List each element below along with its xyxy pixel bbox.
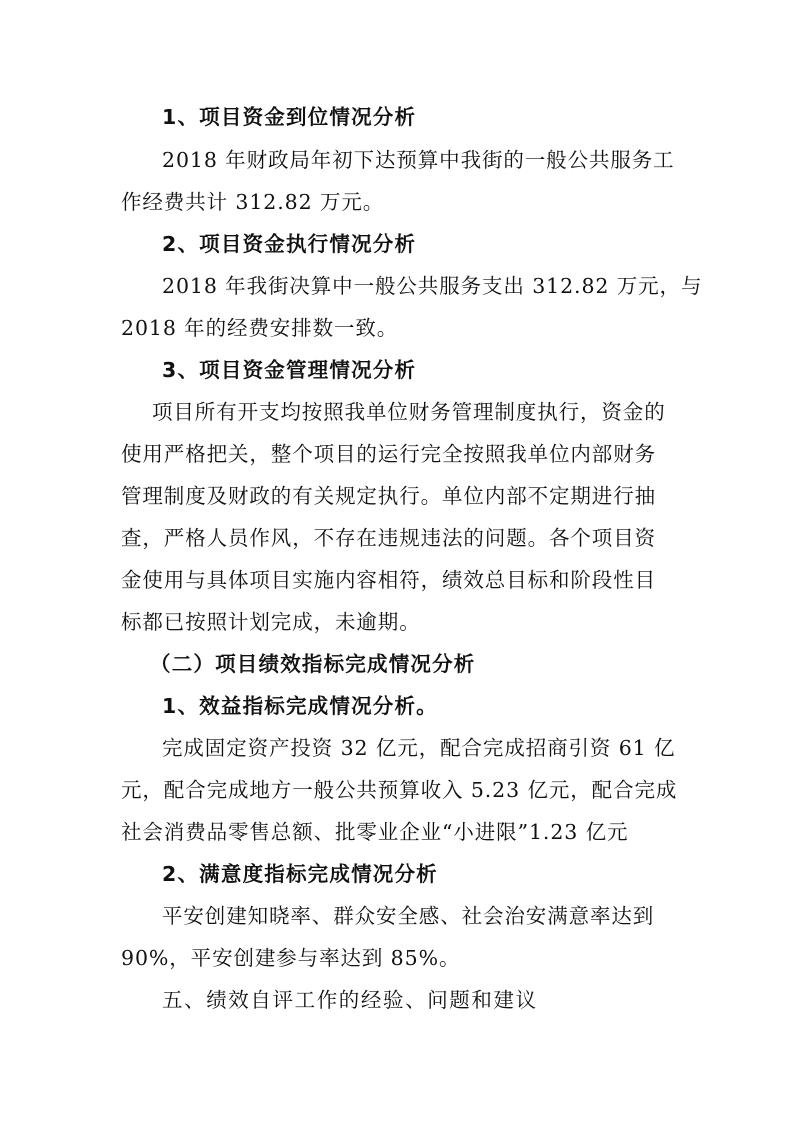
heading-fund-management: 3、项目资金管理情况分析 [162, 358, 417, 382]
heading-performance-indicators: （二）项目绩效指标完成情况分析 [150, 652, 476, 676]
heading-benefit-indicators: 1、效益指标完成情况分析。 [162, 694, 438, 718]
paragraph-line: 2018 年的经费安排数一致。 [121, 316, 399, 340]
heading-satisfaction-indicators: 2、满意度指标完成情况分析 [162, 862, 438, 886]
paragraph-line: 使用严格把关，整个项目的运行完全按照我单位内部财务 [121, 442, 656, 466]
paragraph-line: 元，配合完成地方一般公共预算收入 5.23 亿元，配合完成 [121, 778, 678, 802]
heading-fund-execution: 2、项目资金执行情况分析 [162, 232, 417, 256]
paragraph-line: 90%，平安创建参与率达到 85%。 [121, 946, 461, 970]
paragraph-line: 完成固定资产投资 32 亿元，配合完成招商引资 61 亿 [162, 736, 676, 760]
paragraph-line: 2018 年财政局年初下达预算中我街的一般公共服务工 [162, 148, 675, 172]
heading-self-evaluation: 五、绩效自评工作的经验、问题和建议 [162, 988, 538, 1012]
paragraph-line: 2018 年我街决算中一般公共服务支出 312.82 万元，与 [162, 274, 703, 298]
paragraph-line: 平安创建知晓率、群众安全感、社会治安满意率达到 [162, 904, 655, 928]
paragraph-line: 金使用与具体项目实施内容相符，绩效总目标和阶段性目 [121, 568, 656, 592]
paragraph-line: 作经费共计 312.82 万元。 [121, 190, 385, 214]
paragraph-line: 社会消费品零售总额、批零业企业“小进限”1.23 亿元 [121, 820, 629, 844]
paragraph-line: 项目所有开支均按照我单位财务管理制度执行，资金的 [152, 400, 666, 424]
heading-fund-arrival: 1、项目资金到位情况分析 [162, 105, 417, 129]
paragraph-line: 标都已按照计划完成，未逾期。 [121, 610, 421, 634]
paragraph-line: 查，严格人员作风，不存在违规违法的问题。各个项目资 [121, 526, 656, 550]
paragraph-line: 管理制度及财政的有关规定执行。单位内部不定期进行抽 [121, 484, 656, 508]
